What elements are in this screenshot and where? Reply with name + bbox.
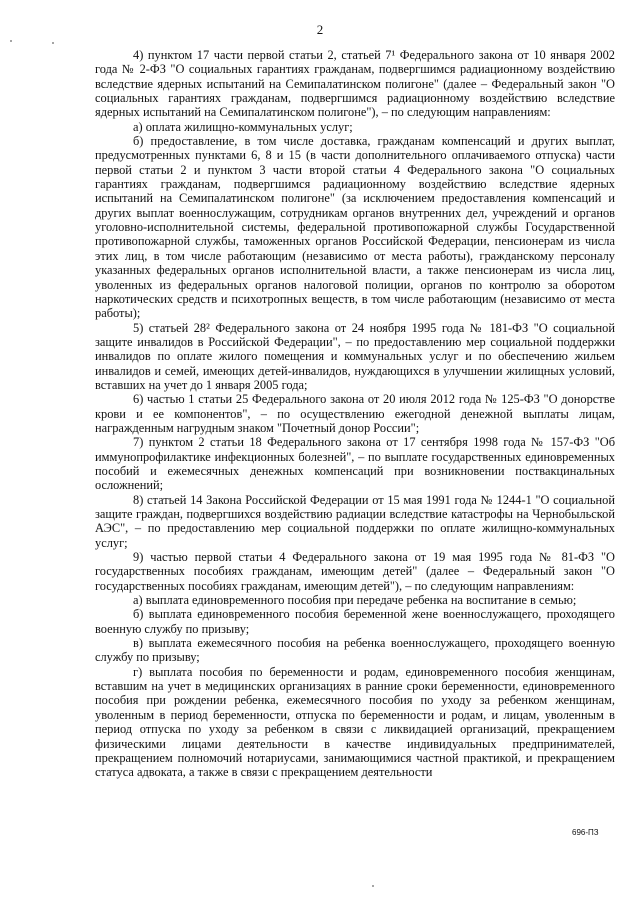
- page-number: 2: [316, 22, 324, 37]
- scan-speck: [52, 42, 54, 44]
- subparagraph-9b: б) выплата единовременного пособия беременной жене военнослужащего, проходящего военную службу по призыву;: [95, 607, 615, 636]
- paragraph-item-8: 8) статьей 14 Закона Российской Федерации от 15 мая 1991 года № 1244-1 "О социальной защите граждан, подвергшихся воздействию радиации вследствие катастрофы на Чернобыльской АЭС", – по предоставлению мер социальной поддержки по оплате жилищно-коммунальных услуг;: [95, 492, 615, 550]
- paragraph-item-6: 6) частью 1 статьи 25 Федерального закона от 20 июля 2012 года № 125-ФЗ "О донорстве крови и ее компонентов", – по осуществлению ежегодной денежной выплаты лицам, награжденным нагрудным знаком "Почетный донор России";: [95, 392, 615, 435]
- subparagraph-9a: а) выплата единовременного пособия при передаче ребенка на воспитание в семью;: [133, 593, 577, 608]
- subparagraph-9d: г) выплата пособия по беременности и родам, единовременного пособия женщинам, вставшим на учет в медицинских организациях в ранние сроки беременности, единовременного пособия при рождении ребенка, ежемесячного пособия по уходу за ребенком женщинам, уволенным в период беременности, отпуска по беременности и родам, и лицам, уволенным в период отпуска по уходу за ребенком в связи с ликвидацией организаций, прекращением физическими лицами деятельности в качестве индивидуальных предпринимателей, прекращением полномочий нотариусами, занимающимися частной практикой, и прекращением статуса адвоката, а также в связи с прекращением деятельности: [95, 664, 615, 780]
- subparagraph-4b: б) предоставление, в том числе доставка, гражданам компенсаций и других выплат, предусмотренных пунктами 6, 8 и 15 (в части дополнительного оплачиваемого отпуска) части первой статьи 2 и пунктом 3 части второй статьи 4 Федерального закона "О социальных гарантиях гражданам, подвергшимся радиационному воздействию вследствие ядерных испытаний на Семипалатинском полигоне" (за исключением предоставления компенсаций и других выплат военнослужащим, сотрудникам органов внутренних дел, учреждений и органов уголовно-исполнительной системы, федеральной противопожарной службы Государственной противопожарной службы, таможенных органов Российской Федерации, пенсионерам из числа этих лиц, в том числе работающим (независимо от места работы), гражданскому персоналу указанных федеральных органов исполнительной власти, а также пенсионерам из числа лиц, уволенных из федеральных органов налоговой полиции, органов по контролю за оборотом наркотических средств и психотропных веществ, в том числе работающим (независимо от места работы);: [95, 134, 615, 321]
- paragraph-item-9: 9) частью первой статьи 4 Федерального закона от 19 мая 1995 года № 81-ФЗ "О государственных пособиях гражданам, имеющим детей" (далее – Федеральный закон "О государственных пособиях гражданам, имеющим детей"), – по следующим направлениям:: [95, 550, 615, 593]
- scan-speck: [372, 885, 374, 887]
- scan-speck: [10, 40, 12, 42]
- paragraph-item-5: 5) статьей 28² Федерального закона от 24 ноября 1995 года № 181-ФЗ "О социальной защите инвалидов в Российской Федерации", – по предоставлению мер социальной поддержки инвалидов по оплате жилого помещения и коммунальных услуг и по обеспечению жильем инвалидов и семей, имеющих детей-инвалидов, нуждающихся в улучшении жилищных условий, вставших на учет до 1 января 2005 года;: [95, 320, 615, 392]
- paragraph-item-4: 4) пунктом 17 части первой статьи 2, статьей 7¹ Федерального закона от 10 января 2002 года № 2-ФЗ "О социальных гарантиях гражданам, подвергшимся радиационному воздействию вследствие ядерных испытаний на Семипалатинском полигоне" (далее – Федеральный закон "О социальных гарантиях гражданам, подвергшимся радиационному воздействию вследствие ядерных испытаний на Семипалатинском полигоне"), – по следующим направлениям:: [95, 48, 615, 120]
- document-body: [95, 48, 615, 780]
- subparagraph-4a: а) оплата жилищно-коммунальных услуг;: [133, 119, 353, 134]
- paragraph-item-7: 7) пунктом 2 статьи 18 Федерального закона от 17 сентября 1998 года № 157-ФЗ "Об иммунопрофилактике инфекционных болезней", – по выплате государственных единовременных пособий и ежемесячных денежных компенсаций при возникновении поствакцинальных осложнений;: [95, 435, 615, 493]
- document-code: 696-ПЗ: [572, 828, 599, 837]
- subparagraph-9c: в) выплата ежемесячного пособия на ребенка военнослужащего, проходящего военную службу по призыву;: [95, 636, 615, 665]
